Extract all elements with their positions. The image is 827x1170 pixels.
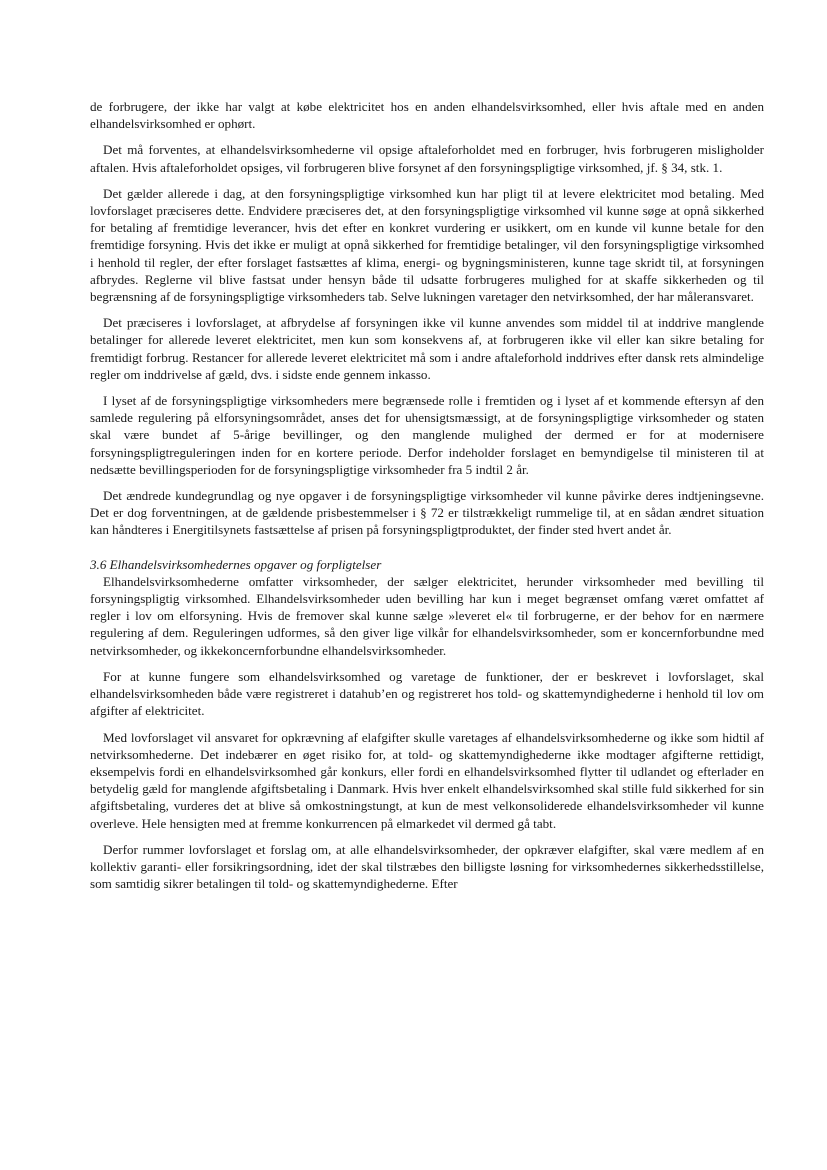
section-heading: 3.6 Elhandelsvirksomhedernes opgaver og forpligtelser <box>90 556 382 572</box>
paragraph-10: Derfor rummer lovforslaget et forslag om, at alle elhandelsvirksomheder, der opkræver elafgifter, skal være medlem af en kollektiv garanti- eller forsikringsordning, idet der skal tilstræbes den billigste løsning for virksomhedernes sikkerhedsstillelse, som samtidig sikrer betalingen til told- og skattemyndighederne. Efter <box>90 841 764 892</box>
paragraph-9: Med lovforslaget vil ansvaret for opkrævning af elafgifter skulle varetages af elhandelsvirksomhederne og ikke som hidtil af netvirksomhederne. Det indebærer en øget risiko for, at told- og skattemyndighederne ikke modtager afgifterne rettidigt, eksempelvis fordi en elhandelsvirksomhed går konkurs, eller fordi en elhandelsvirksomhed flytter til udlandet og efterlader en betydelig gæld for manglende afgiftsbetaling i Danmark. Hvis hver enkelt elhandelsvirksomhed skal stille fuld sikkerhed for sin afgiftsbetaling, vurderes det at blive så omkostningstungt, at kun de mest velkonsoliderede elhandelsvirksomheder vil kunne overleve. Hele hensigten med at fremme konkurrencen på elmarkedet vil dermed gå tabt. <box>90 729 764 831</box>
paragraph-2: Det må forventes, at elhandelsvirksomhederne vil opsige aftaleforholdet med en forbruger, hvis forbrugeren misligholder aftalen. Hvis aftaleforholdet opsiges, vil forbrugeren blive forsynet af den forsyningspligtige virksomhed, jf. § 34, stk. 1. <box>90 142 764 175</box>
document-page <box>90 98 764 901</box>
paragraph-1: de forbrugere, der ikke har valgt at købe elektricitet hos en anden elhandelsvirksomhed, eller hvis aftale med en anden elhandelsvirksomhed er ophørt. <box>90 99 764 132</box>
paragraph-4: Det præciseres i lovforslaget, at afbrydelse af forsyningen ikke vil kunne anvendes som middel til at inddrive manglende betalinger for allerede leveret elektricitet, men kun som konsekvens af, at forbrugeren ikke vil eller kan sikre betaling for fremtidigt forbrug. Restancer for allerede leveret elektricitet må som i andre aftaleforhold inddrives efter dansk rets almindelige regler om inddrivelse af gæld, dvs. i sidste ende gennem inkasso. <box>90 315 764 382</box>
paragraph-8: For at kunne fungere som elhandelsvirksomhed og varetage de funktioner, der er beskrevet i lovforslaget, skal elhandelsvirksomheden både være registreret i datahub’en og registreret hos told- og skattemyndighederne i henhold til lov om afgifter af elektricitet. <box>90 668 764 719</box>
paragraph-3: Det gælder allerede i dag, at den forsyningspligtige virksomhed kun har pligt til at levere elektricitet mod betaling. Med lovforslaget præciseres dette. Endvidere præciseres det, at den forsyningspligtige virksomhed vil kunne søge at opnå sikkerhed for betaling af fremtidige leverancer, hvis det efter en konkret vurdering er usikkert, om en kunde vil kunne betale for den fremtidige forsyning. Hvis det ikke er muligt at opnå sikkerhed for fremtidige betalinger, vil den forsyningspligtige virksomhed i henhold til regler, der efter forslaget fastsættes af klima, energi- og bygningsministeren, kunne tage skridt til, at forsyningen afbrydes. Reglerne vil blive fastsat under hensyn både til udsatte forbrugeres mulighed for at skaffe sikkerheden og til begrænsning af de forsyningspligtige virksomheders tab. Selve lukningen varetager den netvirksomhed, der har måleransvaret. <box>90 185 764 305</box>
paragraph-5: I lyset af de forsyningspligtige virksomheders mere begrænsede rolle i fremtiden og i lyset af et kommende eftersyn af den samlede regulering på elforsyningsområdet, anses det for uhensigtsmæssigt, at de forsyningspligtige virksomheder og staten skal være bundet af 5-årige bevillinger, og den manglende mulighed der dermed er for at modernisere forsyningspligtreguleringen inden for en kortere periode. Derfor indeholder forslaget en bemyndigelse til ministeren til at nedsætte bevillingsperioden for de forsyningspligtige virksomheder fra 5 indtil 2 år. <box>90 393 764 477</box>
paragraph-6: Det ændrede kundegrundlag og nye opgaver i de forsyningspligtige virksomheder vil kunne påvirke deres indtjeningsevne. Det er dog forventningen, at de gældende prisbestemmelser i § 72 er tilstrækkeligt rummelige til, at en sådan ændret situation kan håndteres i Energitilsynets fastsættelse af prisen på forsyningspligtproduktet, der finder sted hvert andet år. <box>90 488 764 538</box>
paragraph-7: Elhandelsvirksomhederne omfatter virksomheder, der sælger elektricitet, herunder virksomheder med bevilling til forsyningspligtig virksomhed. Elhandelsvirksomheder uden bevilling har kun i meget begrænset omfang været omfattet af regler i lov om elforsyning. Hvis de fremover skal kunne sælge »leveret el« til forbrugerne, er der behov for en nærmere regulering af dem. Reguleringen udformes, så den giver lige vilkår for elhandelsvirksomheder, som er koncernforbundne med netvirksomheder, og ikkekoncernforbundne elhandelsvirksomheder. <box>90 573 764 658</box>
